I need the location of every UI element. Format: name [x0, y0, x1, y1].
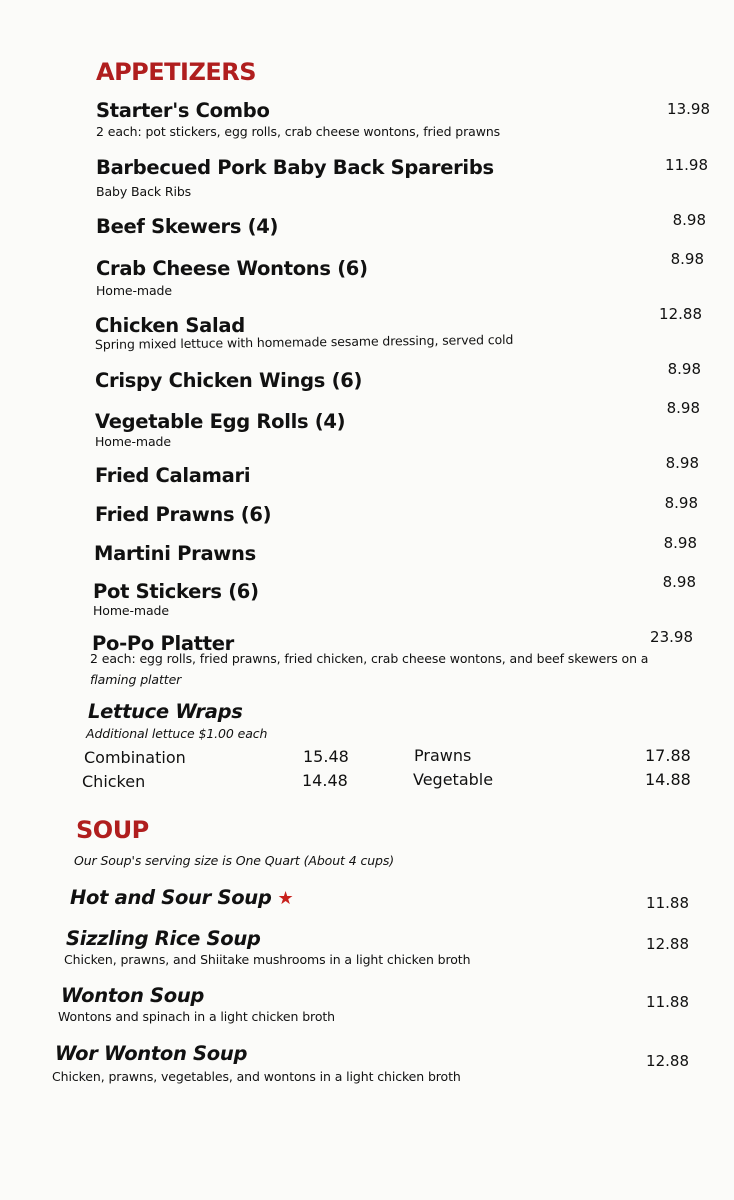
menu-item-name: Wor Wonton Soup [55, 1042, 248, 1065]
menu-item-desc: Chicken, prawns, vegetables, and wontons in a light chicken broth [52, 1069, 461, 1084]
menu-item-name: Wonton Soup [61, 984, 205, 1007]
menu-item-name: Vegetable Egg Rolls (4) [95, 410, 346, 433]
menu-item-price: 12.88 [646, 935, 689, 953]
menu-item-desc: Spring mixed lettuce with homemade sesame dressing, served cold [94, 331, 514, 352]
menu-item-name: Crab Cheese Wontons (6) [96, 257, 368, 280]
menu-item-price: 12.88 [646, 1052, 689, 1070]
menu-item-price: 8.98 [667, 360, 701, 378]
menu-item-price: 8.98 [672, 211, 706, 229]
menu-item-desc: Home-made [95, 434, 171, 449]
menu-item-price: 11.98 [665, 156, 708, 174]
lettuce-wraps-option-price: 14.88 [645, 770, 691, 789]
menu-item-name: Po-Po Platter [92, 632, 234, 655]
menu-item-name: Crispy Chicken Wings (6) [95, 369, 363, 392]
menu-item-name: Starter's Combo [96, 99, 270, 122]
menu-item-name: Pot Stickers (6) [93, 580, 259, 603]
menu-item-price: 8.98 [666, 399, 700, 417]
menu-item-name [70, 886, 293, 909]
menu-item-price: 23.98 [650, 628, 693, 646]
menu-item-price: 12.88 [659, 305, 702, 323]
menu-item-price: 13.98 [667, 100, 710, 118]
lettuce-wraps-option-label: Vegetable [413, 770, 494, 789]
menu-item-name: Fried Prawns (6) [95, 503, 272, 526]
lettuce-wraps-option-label: Chicken [82, 772, 146, 791]
menu-item-name: Beef Skewers (4) [96, 215, 279, 238]
section-title-appetizers: APPETIZERS [96, 58, 257, 86]
menu-item-desc: Baby Back Ribs [96, 184, 192, 199]
menu-item-price: 8.98 [665, 454, 699, 472]
menu-item-desc-continued: flaming platter [90, 672, 182, 687]
menu-item-desc: Home-made [96, 283, 172, 298]
lettuce-wraps-option-price: 14.48 [302, 771, 348, 790]
menu-item-desc: Wontons and spinach in a light chicken broth [58, 1009, 335, 1024]
spicy-star-icon: ★ [277, 888, 294, 909]
menu-item-price: 8.98 [664, 494, 698, 512]
soup-serving-note: Our Soup's serving size is One Quart (About 4 cups) [74, 853, 395, 868]
section-title-soup: SOUP [76, 816, 149, 844]
menu-item-desc: 2 each: pot stickers, egg rolls, crab cheese wontons, fried prawns [96, 124, 501, 139]
menu-item-desc: Home-made [93, 603, 169, 618]
lettuce-wraps-option-price: 17.88 [645, 746, 691, 765]
menu-item-name-text: Hot and Sour Soup [70, 886, 272, 909]
lettuce-wraps-name: Lettuce Wraps [88, 700, 243, 723]
menu-item-name: Barbecued Pork Baby Back Spareribs [96, 156, 494, 179]
menu-item-price: 8.98 [670, 250, 704, 268]
lettuce-wraps-note: Additional lettuce $1.00 each [86, 726, 268, 741]
lettuce-wraps-option-label: Prawns [414, 746, 472, 765]
menu-item-price: 11.88 [646, 993, 689, 1011]
menu-item-name: Chicken Salad [95, 314, 245, 337]
menu-item-desc: Chicken, prawns, and Shiitake mushrooms in a light chicken broth [64, 952, 471, 967]
menu-item-price: 8.98 [663, 534, 697, 552]
menu-item-desc: 2 each: egg rolls, fried prawns, fried chicken, crab cheese wontons, and beef skewers on a [90, 651, 649, 666]
menu-item-name: Martini Prawns [94, 542, 256, 565]
lettuce-wraps-option-price: 15.48 [303, 747, 349, 766]
menu-item-price: 8.98 [662, 573, 696, 591]
menu-item-price: 11.88 [646, 894, 689, 912]
menu-item-name: Fried Calamari [95, 464, 251, 487]
menu-item-name: Sizzling Rice Soup [66, 927, 261, 950]
lettuce-wraps-option-label: Combination [84, 748, 186, 767]
